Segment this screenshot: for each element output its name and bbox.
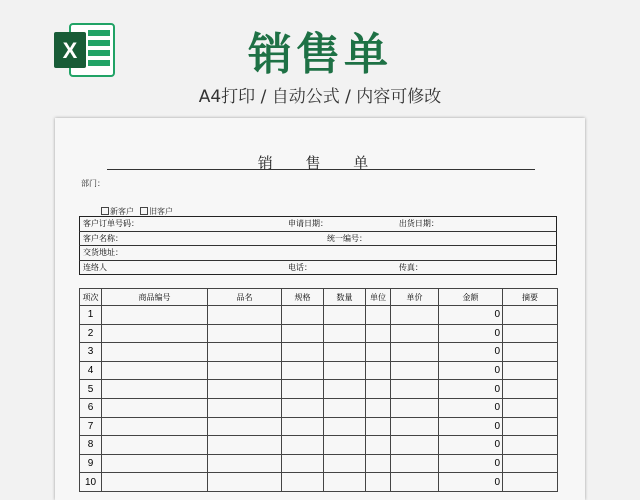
table-row	[80, 306, 558, 325]
col-header: 数量	[324, 289, 366, 306]
info-row	[80, 260, 557, 275]
excel-logo-letter: X	[62, 38, 78, 63]
quantity-cell[interactable]	[324, 361, 366, 380]
ship-date-cell[interactable]: 出货日期：	[391, 217, 557, 232]
table-row	[80, 436, 558, 455]
product-code-cell[interactable]	[102, 343, 208, 362]
fax-cell[interactable]: 传真：	[398, 262, 423, 272]
unit-cell[interactable]	[366, 380, 391, 399]
item-no-cell[interactable]: 8	[80, 436, 102, 455]
spec-cell[interactable]	[282, 436, 324, 455]
items-header-row	[80, 289, 558, 306]
amount-cell[interactable]: 0	[439, 417, 503, 436]
amount-cell[interactable]: 0	[439, 473, 503, 492]
quantity-cell[interactable]	[324, 324, 366, 343]
info-row	[80, 231, 557, 246]
unit-cell[interactable]	[366, 306, 391, 325]
unit-price-cell[interactable]	[391, 361, 439, 380]
amount-cell[interactable]: 0	[439, 436, 503, 455]
quantity-cell[interactable]	[324, 436, 366, 455]
table-row	[80, 343, 558, 362]
phone-cell[interactable]: 电话：	[288, 262, 313, 272]
sales-form-sheet	[55, 118, 585, 500]
remark-cell[interactable]	[503, 306, 558, 325]
product-name-cell[interactable]	[208, 454, 282, 473]
unit-price-cell[interactable]	[391, 324, 439, 343]
unit-price-cell[interactable]	[391, 398, 439, 417]
item-no-cell[interactable]: 6	[80, 398, 102, 417]
quantity-cell[interactable]	[324, 473, 366, 492]
item-no-cell[interactable]: 3	[80, 343, 102, 362]
product-name-cell[interactable]	[208, 306, 282, 325]
item-no-cell[interactable]: 10	[80, 473, 102, 492]
product-name-cell[interactable]	[208, 343, 282, 362]
product-code-cell[interactable]	[102, 473, 208, 492]
item-no-cell[interactable]: 9	[80, 454, 102, 473]
customer-name-cell[interactable]: 客户名称：	[80, 231, 286, 246]
banner-title: 销售单	[248, 29, 392, 80]
remark-cell[interactable]	[503, 417, 558, 436]
amount-cell[interactable]: 0	[439, 398, 503, 417]
unit-price-cell[interactable]	[391, 473, 439, 492]
product-name-cell[interactable]	[208, 398, 282, 417]
col-header: 规格	[282, 289, 324, 306]
product-code-cell[interactable]	[102, 417, 208, 436]
col-header: 单位	[366, 289, 391, 306]
unit-cell[interactable]	[366, 454, 391, 473]
tax-id-cell[interactable]: 统一编号：	[285, 231, 556, 246]
product-code-cell[interactable]	[102, 454, 208, 473]
remark-cell[interactable]	[503, 436, 558, 455]
unit-cell[interactable]	[366, 436, 391, 455]
items-body	[80, 306, 558, 492]
quantity-cell[interactable]	[324, 380, 366, 399]
item-no-cell[interactable]: 4	[80, 361, 102, 380]
col-header: 商品编号	[102, 289, 208, 306]
col-header: 摘要	[503, 289, 558, 306]
customer-info-table	[79, 216, 557, 275]
unit-price-cell[interactable]	[391, 417, 439, 436]
amount-cell[interactable]: 0	[439, 361, 503, 380]
spec-cell[interactable]	[282, 306, 324, 325]
item-no-cell[interactable]: 1	[80, 306, 102, 325]
quantity-cell[interactable]	[324, 454, 366, 473]
banner	[0, 0, 640, 118]
table-row	[80, 473, 558, 492]
product-name-cell[interactable]	[208, 361, 282, 380]
unit-cell[interactable]	[366, 324, 391, 343]
items-table	[79, 288, 558, 492]
amount-cell[interactable]: 0	[439, 454, 503, 473]
old-customer-checkbox[interactable]	[140, 207, 148, 215]
spec-cell[interactable]	[282, 324, 324, 343]
banner-subtitle: A4打印 / 自动公式 / 内容可修改	[198, 87, 442, 107]
department-label[interactable]: 部门：	[81, 179, 105, 188]
product-code-cell[interactable]	[102, 380, 208, 399]
product-name-cell[interactable]	[208, 436, 282, 455]
remark-cell[interactable]	[503, 324, 558, 343]
new-customer-label: 新客户	[110, 207, 134, 216]
item-no-cell[interactable]: 5	[80, 380, 102, 399]
amount-cell[interactable]: 0	[439, 343, 503, 362]
unit-price-cell[interactable]	[391, 380, 439, 399]
product-name-cell[interactable]	[208, 324, 282, 343]
title-underline	[107, 169, 535, 170]
table-row	[80, 398, 558, 417]
info-row	[80, 217, 557, 232]
unit-price-cell[interactable]	[391, 454, 439, 473]
product-code-cell[interactable]	[102, 398, 208, 417]
amount-cell[interactable]: 0	[439, 380, 503, 399]
remark-cell[interactable]	[503, 343, 558, 362]
item-no-cell[interactable]: 2	[80, 324, 102, 343]
table-row	[80, 324, 558, 343]
form-title: 销 售 单	[257, 154, 383, 172]
spec-cell[interactable]	[282, 417, 324, 436]
order-no-cell[interactable]: 客户订单号码：	[80, 217, 286, 232]
product-code-cell[interactable]	[102, 306, 208, 325]
amount-cell[interactable]: 0	[439, 324, 503, 343]
table-row	[80, 380, 558, 399]
spec-cell[interactable]	[282, 380, 324, 399]
amount-cell[interactable]: 0	[439, 306, 503, 325]
product-name-cell[interactable]	[208, 417, 282, 436]
contact-cell[interactable]: 连络人	[83, 262, 107, 272]
product-code-cell[interactable]	[102, 436, 208, 455]
remark-cell[interactable]	[503, 454, 558, 473]
spec-cell[interactable]	[282, 361, 324, 380]
quantity-cell[interactable]	[324, 343, 366, 362]
info-row	[80, 246, 557, 261]
col-header: 单价	[391, 289, 439, 306]
spec-cell[interactable]	[282, 454, 324, 473]
spec-cell[interactable]	[282, 343, 324, 362]
delivery-address-cell[interactable]: 交货地址：	[80, 246, 557, 261]
spec-cell[interactable]	[282, 398, 324, 417]
table-row	[80, 361, 558, 380]
unit-price-cell[interactable]	[391, 343, 439, 362]
table-row	[80, 454, 558, 473]
unit-price-cell[interactable]	[391, 436, 439, 455]
col-header: 品名	[208, 289, 282, 306]
new-customer-checkbox[interactable]	[101, 207, 109, 215]
product-name-cell[interactable]	[208, 380, 282, 399]
remark-cell[interactable]	[503, 361, 558, 380]
remark-cell[interactable]	[503, 398, 558, 417]
quantity-cell[interactable]	[324, 306, 366, 325]
col-header: 项次	[80, 289, 102, 306]
unit-cell[interactable]	[366, 417, 391, 436]
table-row	[80, 417, 558, 436]
quantity-cell[interactable]	[324, 417, 366, 436]
unit-price-cell[interactable]	[391, 306, 439, 325]
apply-date-cell[interactable]: 申请日期：	[285, 217, 391, 232]
unit-cell[interactable]	[366, 398, 391, 417]
unit-cell[interactable]	[366, 361, 391, 380]
product-code-cell[interactable]	[102, 324, 208, 343]
old-customer-label: 旧客户	[149, 207, 173, 216]
product-code-cell[interactable]	[102, 361, 208, 380]
unit-cell[interactable]	[366, 343, 391, 362]
product-name-cell[interactable]	[208, 473, 282, 492]
item-no-cell[interactable]: 7	[80, 417, 102, 436]
quantity-cell[interactable]	[324, 398, 366, 417]
remark-cell[interactable]	[503, 380, 558, 399]
spec-cell[interactable]	[282, 473, 324, 492]
unit-cell[interactable]	[366, 473, 391, 492]
remark-cell[interactable]	[503, 473, 558, 492]
col-header: 金额	[439, 289, 503, 306]
